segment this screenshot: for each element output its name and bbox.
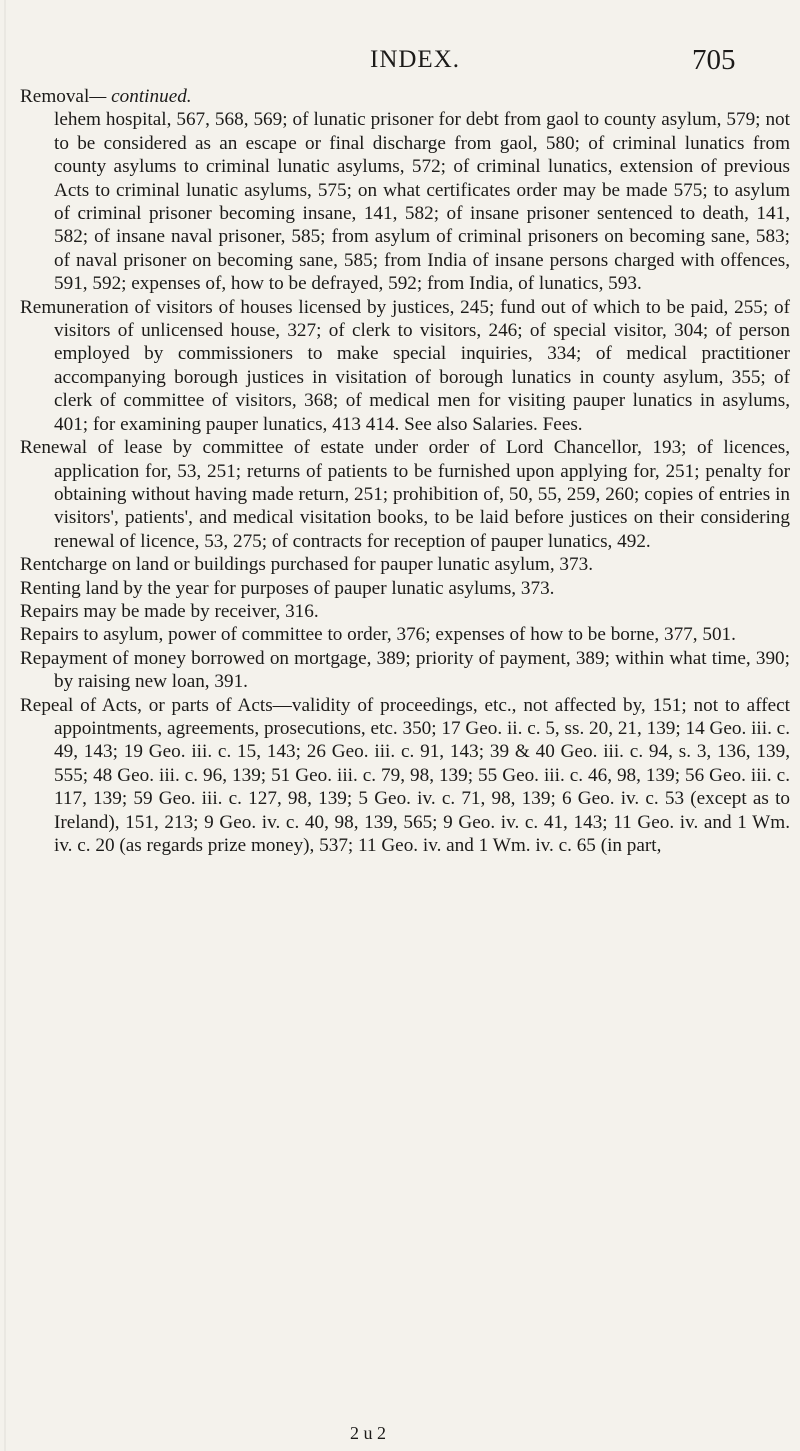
running-head-title: INDEX.	[370, 46, 461, 73]
index-entry-renting: Renting land by the year for purposes of pauper lunatic asylums, 373.	[20, 577, 555, 599]
index-entry-repayment: Repayment of money borrowed on mortgage, 389; priority of payment, 389; within what time, 390; by raising new loan, 391.	[20, 647, 790, 693]
index-entry-repairs-asylum: Repairs to asylum, power of committee to order, 376; expenses of how to be borne, 377, 501.	[20, 624, 736, 646]
index-entry-repairs-receiver: Repairs may be made by receiver, 316.	[20, 600, 319, 622]
signature-mark: 2 u 2	[350, 1423, 386, 1443]
page-number: 705	[692, 44, 736, 76]
continued-heading-note: — continued.	[89, 86, 192, 107]
index-entry-removal-continued: lehem hospital, 567, 568, 569; of lunatic prisoner for debt from gaol to county asylum, 579; not to be considered as an escape or final discharge from gaol, 580; of criminal lunatics from county asylums to criminal lunatic asylums, 572; of criminal lunatics, extension of previous Acts to criminal lunatic asylums, 575; on what certificates order may be made 575; to asylum of criminal prisoner becoming insane, 141, 582; of insane prisoner sentenced to death, 141, 582; of insane naval prisoner, 585; from asylum of criminal prisoners on becoming sane, 583; of naval prisoner on becoming sane, 585; from India of insane persons charged with offences, 591, 592; expenses of, how to be defrayed, 592; from India, of lunatics, 593.	[54, 109, 790, 295]
gutter-shadow	[4, 0, 6, 1451]
continued-heading	[20, 85, 790, 108]
index-entry-renewal: Renewal of lease by committee of estate under order of Lord Chancellor, 193; of licences, application for, 53, 251; returns of patients to be furnished upon applying for, 251; penalty for obtaining without having made return, 251; prohibition of, 50, 55, 259, 260; copies of entries in visitors', patients', and medical visitation books, to be laid before justices on their considering renewal of licence, 53, 275; of contracts for reception of pauper lunatics, 492.	[20, 437, 790, 552]
index-entry-repeal: Repeal of Acts, or parts of Acts—validity of proceedings, etc., not affected by, 151; not to affect appointments, agreements, prosecutions, etc. 350; 17 Geo. ii. c. 5, ss. 20, 21, 139; 14 Geo. iii. c. 49, 143; 19 Geo. iii. c. 15, 143; 26 Geo. iii. c. 91, 143; 39 & 40 Geo. iii. c. 94, s. 3, 136, 139, 555; 48 Geo. iii. c. 96, 139; 51 Geo. iii. c. 79, 98, 139; 55 Geo. iii. c. 46, 98, 139; 56 Geo. iii. c. 117, 139; 59 Geo. iii. c. 127, 98, 139; 5 Geo. iv. c. 71, 98, 139; 6 Geo. iv. c. 53 (except as to Ireland), 151, 213; 9 Geo. iv. c. 40, 98, 139, 565; 9 Geo. iv. c. 41, 143; 11 Geo. iv. and 1 Wm. iv. c. 20 (as regards prize money), 537; 11 Geo. iv. and 1 Wm. iv. c. 65 (in part,	[20, 694, 790, 856]
index-text-block	[20, 85, 790, 857]
index-entry-rentcharge: Rentcharge on land or buildings purchased for pauper lunatic asylum, 373.	[20, 554, 593, 576]
running-head	[0, 44, 800, 84]
continued-heading-word: Removal	[20, 86, 90, 107]
index-entry-remuneration: Remuneration of visitors of houses licensed by justices, 245; fund out of which to be paid, 255; of visitors of unlicensed house, 327; of clerk to visitors, 246; of special visitor, 304; of person employed by commissioners to make special inquiries, 334; of medical practitioner accompanying borough justices in visitation of borough lunatics in county asylum, 355; of clerk of committee of visitors, 368; of medical men for visiting pauper lunatics in asylums, 401; for examining pauper lunatics, 413 414. See also Salaries. Fees.	[20, 296, 790, 435]
